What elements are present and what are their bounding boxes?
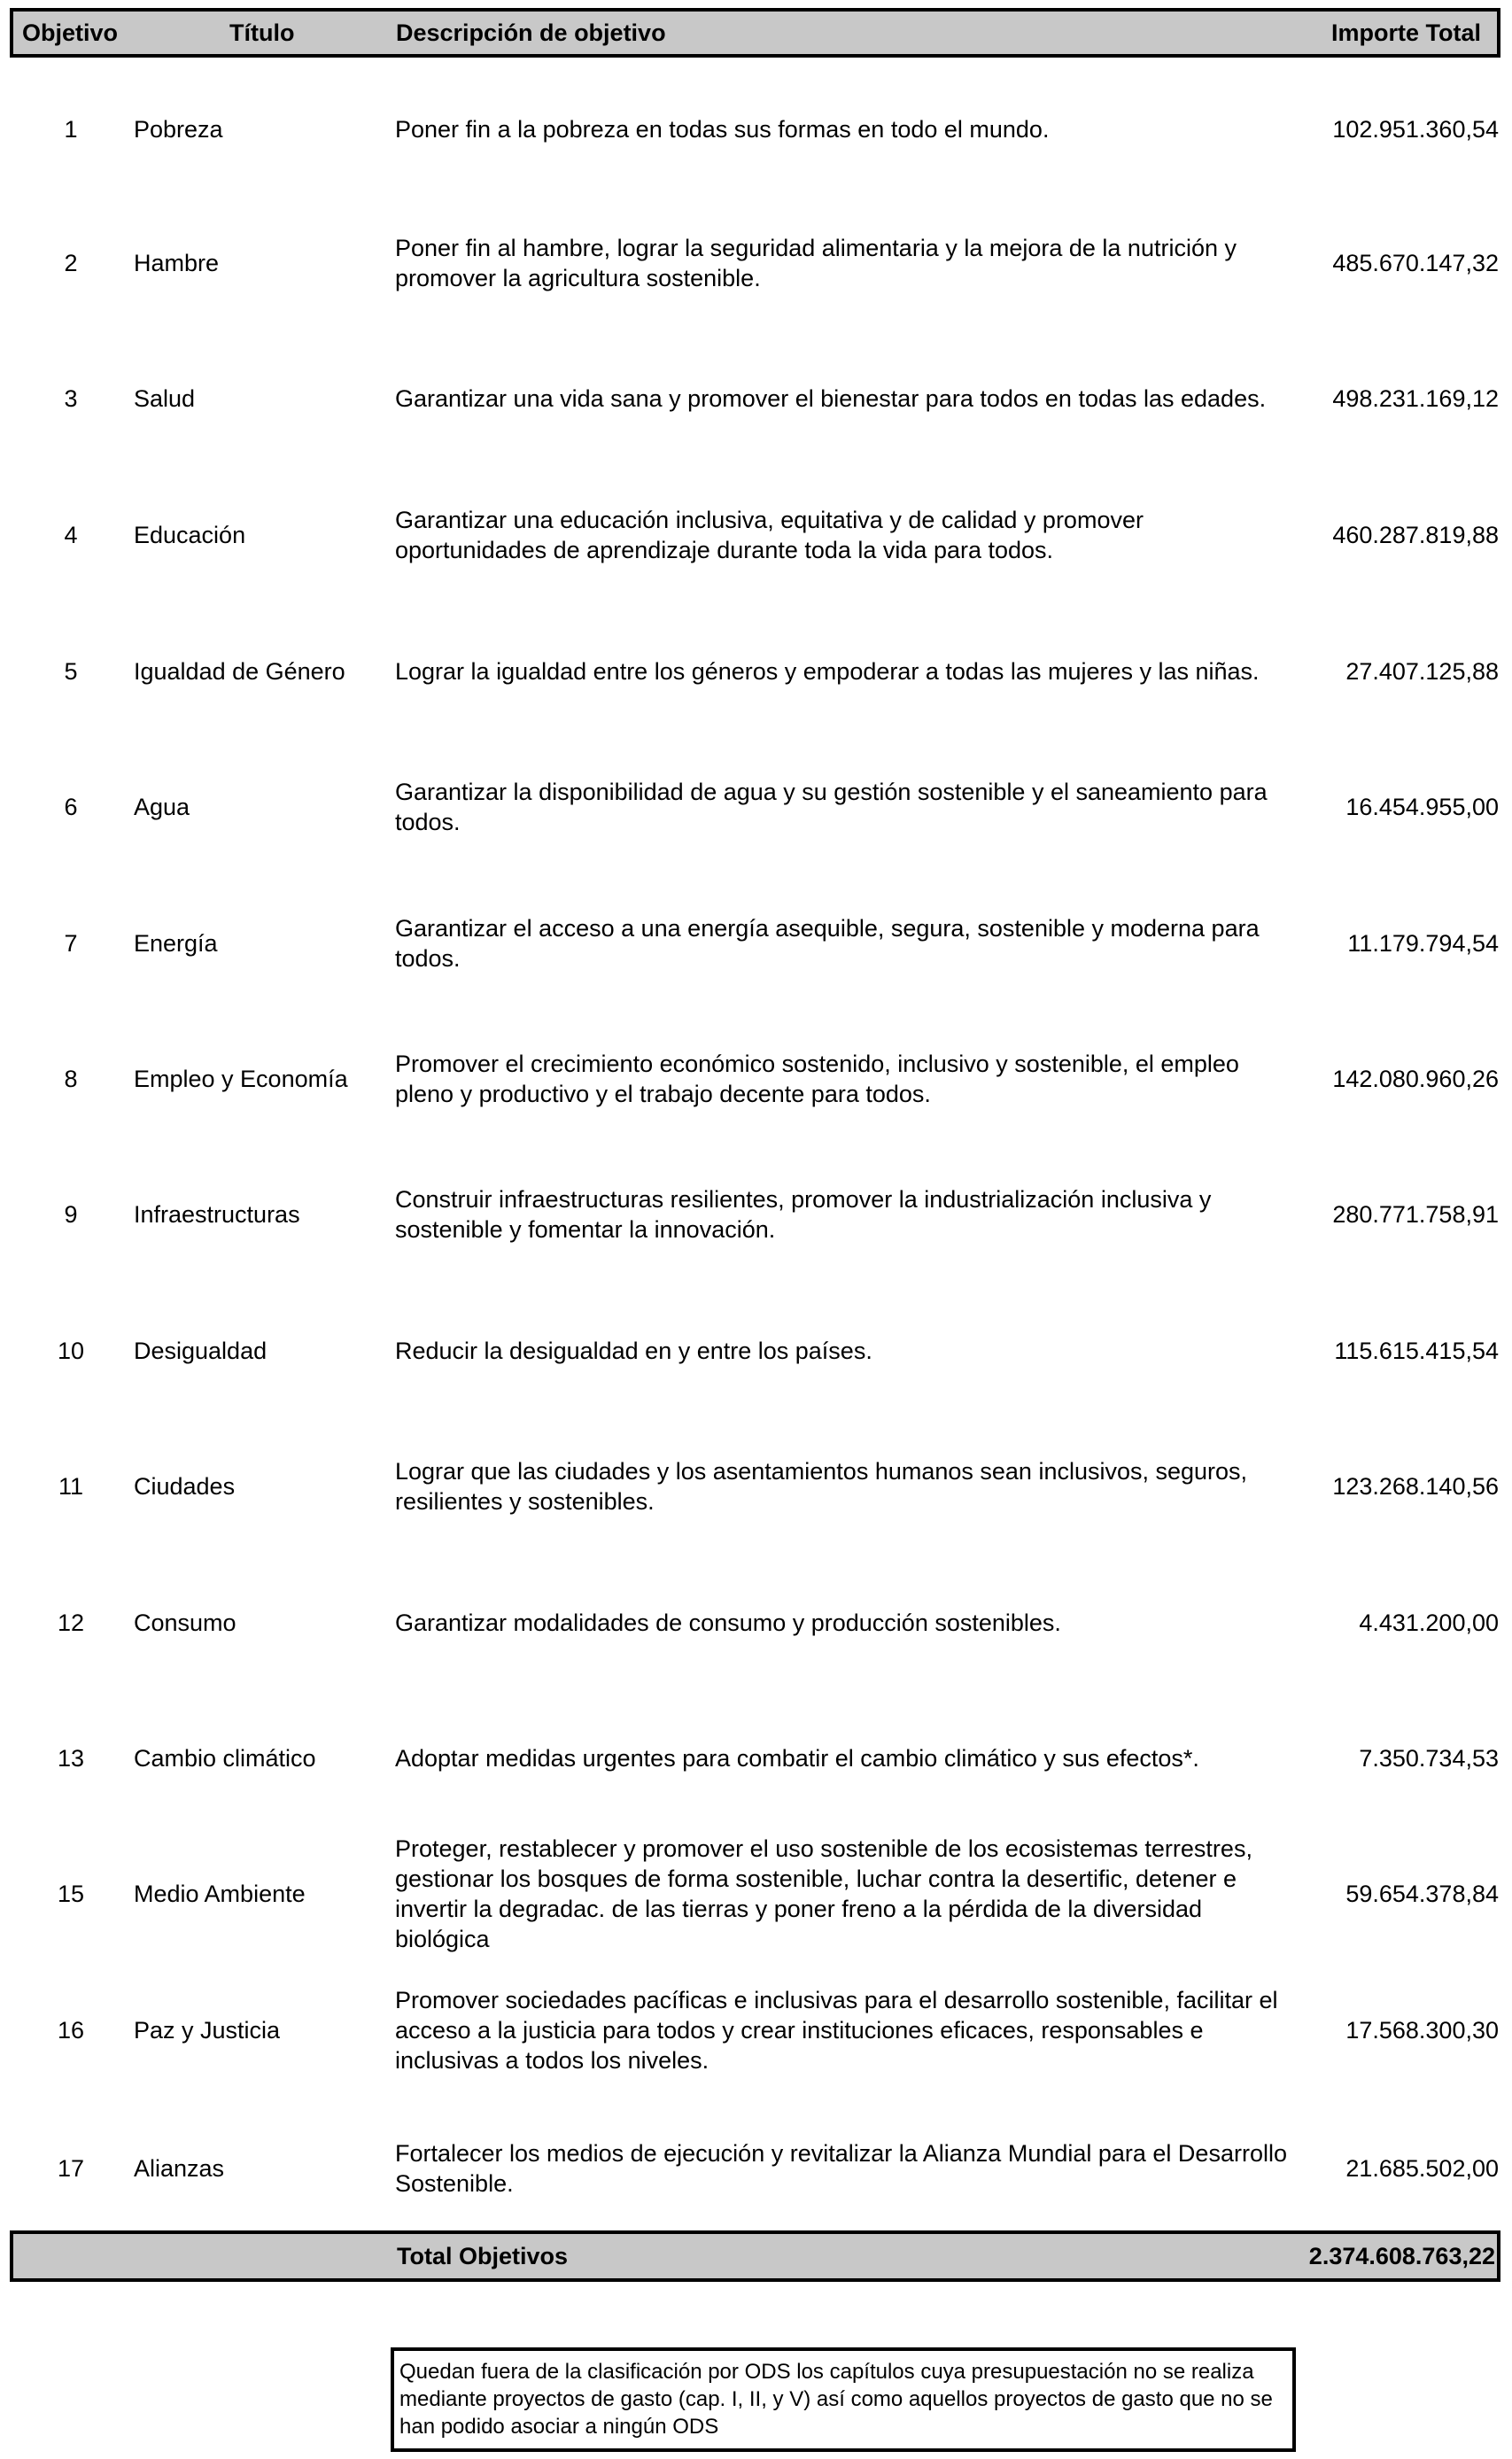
row-amount: 11.179.794,54 (1347, 930, 1499, 957)
row-description: Garantizar una educación inclusiva, equitativa y de calidad y promover oportunidades de aprendizaje durante toda la vida para todos. (395, 507, 1144, 563)
table-row (0, 1454, 1512, 1518)
row-title: Pobreza (134, 116, 223, 143)
row-description: Garantizar modalidades de consumo y producción sostenibles. (395, 1610, 1061, 1636)
row-description: Proteger, restablecer y promover el uso sostenible de los ecosistemas terrestres, gestionar los bosques de forma sostenible, luchar contra la desertific, detener e invertir la degradac. de las tierras y poner freno a la pérdida de la diversidad biológica (395, 1835, 1252, 1952)
row-number: 5 (64, 658, 78, 685)
row-number: 8 (64, 1066, 78, 1092)
row-title: Educación (134, 522, 246, 548)
row-amount: 16.454.955,00 (1345, 794, 1499, 820)
row-number: 13 (57, 1745, 85, 1772)
row-title: Infraestructuras (134, 1201, 300, 1228)
table-row (0, 1832, 1512, 1956)
table-row (0, 1047, 1512, 1111)
row-number: 11 (58, 1473, 84, 1500)
table-row (0, 1183, 1512, 1246)
table-row (0, 775, 1512, 839)
row-number: 17 (57, 2155, 85, 2182)
row-amount: 7.350.734,53 (1359, 1745, 1499, 1772)
row-amount: 123.268.140,56 (1332, 1473, 1499, 1500)
row-description: Promover el crecimiento económico sostenido, inclusivo y sostenible, el empleo pleno y productivo y el trabajo decente para todos. (395, 1051, 1239, 1107)
row-number: 7 (64, 930, 78, 957)
row-description: Reducir la desigualdad en y entre los países. (395, 1338, 872, 1364)
table-row (0, 1726, 1512, 1790)
row-description: Lograr la igualdad entre los géneros y empoderar a todas las mujeres y las niñas. (395, 658, 1260, 685)
row-title: Hambre (134, 250, 220, 276)
row-title: Medio Ambiente (134, 1881, 306, 1907)
row-description: Garantizar la disponibilidad de agua y su gestión sostenible y el saneamiento para todos. (395, 779, 1268, 835)
table-row (0, 367, 1512, 431)
table-row (0, 1591, 1512, 1655)
row-amount: 21.685.502,00 (1345, 2155, 1499, 2182)
row-title: Empleo y Economía (134, 1066, 348, 1092)
row-number: 4 (64, 522, 78, 548)
table-row (0, 97, 1512, 161)
row-number: 1 (64, 116, 78, 143)
row-amount: 485.670.147,32 (1332, 250, 1499, 276)
row-description: Poner fin a la pobreza en todas sus formas en todo el mundo. (395, 116, 1050, 143)
row-description: Garantizar el acceso a una energía asequible, segura, sostenible y moderna para todos. (395, 915, 1260, 972)
row-title: Ciudades (134, 1473, 236, 1500)
row-amount: 460.287.819,88 (1332, 522, 1499, 548)
row-amount: 27.407.125,88 (1345, 658, 1499, 685)
row-amount: 115.615.415,54 (1334, 1338, 1499, 1364)
row-title: Paz y Justicia (134, 2017, 281, 2044)
row-title: Alianzas (134, 2155, 225, 2182)
row-description: Poner fin al hambre, lograr la seguridad alimentaria y la mejora de la nutrición y promover la agricultura sostenible. (395, 235, 1237, 291)
table-row (0, 1984, 1512, 2076)
row-number: 16 (57, 2017, 85, 2044)
table-header (10, 8, 1500, 58)
row-number: 9 (64, 1201, 78, 1228)
row-number: 2 (64, 250, 78, 276)
table-row (0, 1319, 1512, 1383)
row-amount: 142.080.960,26 (1332, 1066, 1499, 1092)
row-amount: 280.771.758,91 (1332, 1201, 1499, 1228)
table-row (0, 503, 1512, 567)
row-title: Salud (134, 385, 196, 412)
row-description: Construir infraestructuras resilientes, promover la industrialización inclusiva y sostenible y fomentar la innovación. (395, 1186, 1212, 1243)
row-description: Promover sociedades pacíficas e inclusivas para el desarrollo sostenible, facilitar el acceso a la justicia para todos y crear instituciones eficaces, responsables e inclusivas a todos los niveles. (395, 1987, 1278, 2074)
row-description: Adoptar medidas urgentes para combatir el cambio climático y sus efectos*. (395, 1745, 1199, 1772)
table-row (0, 231, 1512, 295)
header-objetivo: Objetivo (22, 19, 119, 46)
header-titulo: Título (229, 19, 295, 46)
row-description: Fortalecer los medios de ejecución y revitalizar la Alianza Mundial para el Desarrollo Sostenible. (395, 2140, 1287, 2197)
row-title: Cambio climático (134, 1745, 316, 1772)
row-number: 3 (64, 385, 78, 412)
row-number: 12 (57, 1610, 85, 1636)
total-amount: 2.374.608.763,22 (1308, 2243, 1495, 2269)
row-title: Consumo (134, 1610, 236, 1636)
row-amount: 17.568.300,30 (1345, 2017, 1499, 2044)
row-amount: 102.951.360,54 (1332, 116, 1499, 143)
row-title: Energía (134, 930, 218, 957)
total-row (10, 2230, 1500, 2282)
row-number: 6 (64, 794, 78, 820)
row-amount: 59.654.378,84 (1345, 1881, 1499, 1907)
table-row (0, 911, 1512, 975)
row-title: Igualdad de Género (134, 658, 345, 685)
row-number: 10 (57, 1338, 85, 1364)
footnote: Quedan fuera de la clasificación por ODS los capítulos cuya presupuestación no se realiza mediante proyectos de gasto (cap. I, II, y V) así como aquellos proyectos de gasto que no se han podido asociar a ningún ODS (391, 2347, 1296, 2452)
header-importe: Importe Total (1330, 19, 1481, 46)
total-label: Total Objetivos (397, 2243, 569, 2269)
header-descripcion: Descripción de objetivo (396, 19, 666, 46)
row-amount: 498.231.169,12 (1332, 385, 1499, 412)
row-title: Agua (134, 794, 190, 820)
table-row (0, 640, 1512, 703)
row-description: Lograr que las ciudades y los asentamientos humanos sean inclusivos, seguros, resilientes y sostenibles. (395, 1458, 1248, 1515)
table-row (0, 2137, 1512, 2200)
row-number: 15 (57, 1881, 85, 1907)
row-description: Garantizar una vida sana y promover el bienestar para todos en todas las edades. (395, 385, 1267, 412)
row-title: Desigualdad (134, 1338, 268, 1364)
row-amount: 4.431.200,00 (1359, 1610, 1499, 1636)
